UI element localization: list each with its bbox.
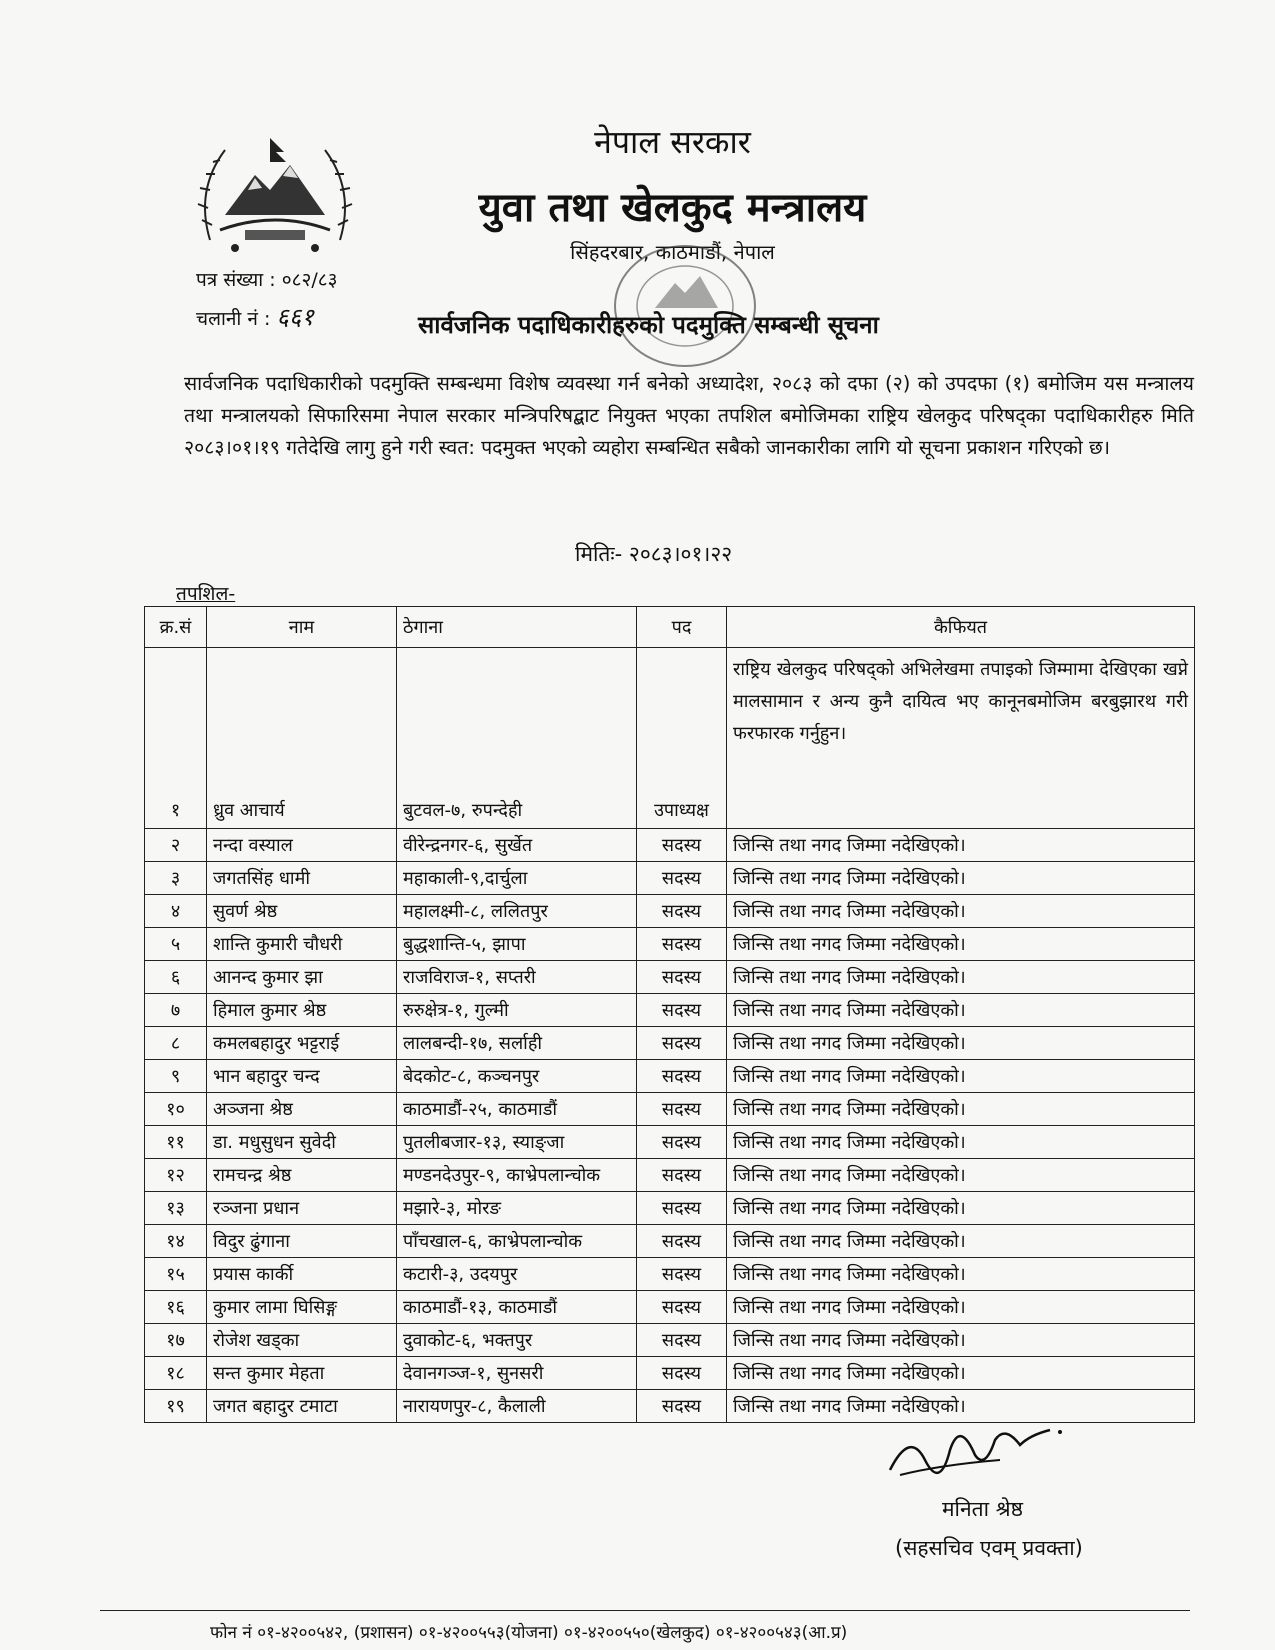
cell-remark: जिन्सि तथा नगद जिम्मा नदेखिएको। — [727, 1126, 1195, 1159]
cell-sn: २ — [145, 829, 207, 862]
table-row — [145, 1357, 1195, 1390]
cell-name: नन्दा वस्याल — [207, 829, 397, 862]
cell-remark: जिन्सि तथा नगद जिम्मा नदेखिएको। — [727, 1093, 1195, 1126]
signatory-name: मनिता श्रेष्ठ — [942, 1497, 1023, 1521]
cell-address: मण्डनदेउपुर-९, काभ्रेपलान्चोक — [397, 1159, 637, 1192]
header-post: पद — [637, 607, 727, 648]
cell-address: पुतलीबजार-१३, स्याङ्जा — [397, 1126, 637, 1159]
cell-sn: ६ — [145, 961, 207, 994]
cell-remark: जिन्सि तथा नगद जिम्मा नदेखिएको। — [727, 829, 1195, 862]
cell-name: डा. मधुसुधन सुवेदी — [207, 1126, 397, 1159]
table-row — [145, 1159, 1195, 1192]
cell-post: सदस्य — [637, 1192, 727, 1225]
table-row — [145, 1126, 1195, 1159]
cell-name: शान्ति कुमारी चौधरी — [207, 928, 397, 961]
cell-post: उपाध्यक्ष — [637, 648, 727, 829]
cell-post: सदस्य — [637, 1093, 727, 1126]
header-sn: क्र.सं — [145, 607, 207, 648]
cell-post: सदस्य — [637, 994, 727, 1027]
footer-phones: फोन नं ०१-४२००५४२, (प्रशासन) ०१-४२००५५३(योजना) ०१-४२००५५०(खेलकुद) ०१-४२००५४३(आ.प्र) — [210, 1623, 848, 1643]
cell-post: सदस्य — [637, 1126, 727, 1159]
cell-remark: जिन्सि तथा नगद जिम्मा नदेखिएको। — [727, 961, 1195, 994]
signature-icon — [880, 1410, 1080, 1490]
cell-address: महालक्ष्मी-८, ललितपुर — [397, 895, 637, 928]
cell-name: रोजेश खड्का — [207, 1324, 397, 1357]
cell-sn: १२ — [145, 1159, 207, 1192]
cell-address: राजविराज-१, सप्तरी — [397, 961, 637, 994]
cell-name: रञ्जना प्रधान — [207, 1192, 397, 1225]
cell-post: सदस्य — [637, 1357, 727, 1390]
cell-address: महाकाली-९,दार्चुला — [397, 862, 637, 895]
table-row — [145, 895, 1195, 928]
header-name: नाम — [207, 607, 397, 648]
cell-address: रुरुक्षेत्र-१, गुल्मी — [397, 994, 637, 1027]
cell-post: सदस्य — [637, 1390, 727, 1423]
cell-remark: जिन्सि तथा नगद जिम्मा नदेखिएको। — [727, 1357, 1195, 1390]
signatory-designation: (सहसचिव एवम् प्रवक्ता) — [895, 1536, 1083, 1560]
cell-sn: ५ — [145, 928, 207, 961]
header-address: ठेगाना — [397, 607, 637, 648]
cell-sn: १९ — [145, 1390, 207, 1423]
cell-name: भान बहादुर चन्द — [207, 1060, 397, 1093]
cell-name: प्रयास कार्की — [207, 1258, 397, 1291]
dispatch-number-value: ६६१ — [276, 303, 314, 331]
table-row — [145, 1324, 1195, 1357]
table-row — [145, 648, 1195, 829]
officials-table — [144, 606, 1195, 1423]
notice-body: सार्वजनिक पदाधिकारीको पदमुक्ति सम्बन्धमा विशेष व्यवस्था गर्न बनेको अध्यादेश, २०८३ को दफा (२) को उपदफा (१) बमोजिम यस मन्त्रालय तथा मन्त्रालयको सिफारिसमा नेपाल सरकार मन्त्रिपरिषद्बाट नियुक्त भएका तपशिल बमोजिमका राष्ट्रिय खेलकुद परिषद्का पदाधिकारीहरु मिति २०८३।०१।१९ गतेदेखि लागु हुने गरी स्वत: पदमुक्त भएको व्यहोरा सम्बन्धित सबैको जानकारीका लागि यो सूचना प्रकाशन गरिएको छ। — [184, 372, 1194, 459]
cell-name: आनन्द कुमार झा — [207, 961, 397, 994]
table-row — [145, 829, 1195, 862]
table-row — [145, 1027, 1195, 1060]
cell-remark: जिन्सि तथा नगद जिम्मा नदेखिएको। — [727, 1324, 1195, 1357]
letter-number: पत्र संख्या : ०८२/८३ — [196, 269, 338, 291]
ministry-title: युवा तथा खेलकुद मन्त्रालय — [478, 185, 867, 231]
cell-post: सदस्य — [637, 862, 727, 895]
cell-sn: ८ — [145, 1027, 207, 1060]
cell-name: अञ्जना श्रेष्ठ — [207, 1093, 397, 1126]
cell-post: सदस्य — [637, 1324, 727, 1357]
cell-sn: १८ — [145, 1357, 207, 1390]
footer-divider — [100, 1610, 1190, 1611]
cell-remark: जिन्सि तथा नगद जिम्मा नदेखिएको। — [727, 1291, 1195, 1324]
cell-name: सन्त कुमार मेहता — [207, 1357, 397, 1390]
cell-remark: जिन्सि तथा नगद जिम्मा नदेखिएको। — [727, 1390, 1195, 1423]
cell-name: रामचन्द्र श्रेष्ठ — [207, 1159, 397, 1192]
cell-post: सदस्य — [637, 1258, 727, 1291]
cell-post: सदस्य — [637, 1027, 727, 1060]
cell-post: सदस्य — [637, 961, 727, 994]
cell-address: लालबन्दी-१७, सर्लाही — [397, 1027, 637, 1060]
schedule-label: तपशिल- — [176, 583, 236, 605]
cell-address: बेदकोट-८, कञ्चनपुर — [397, 1060, 637, 1093]
cell-sn: ९ — [145, 1060, 207, 1093]
cell-remark: जिन्सि तथा नगद जिम्मा नदेखिएको। — [727, 1192, 1195, 1225]
table-row — [145, 1192, 1195, 1225]
cell-name: कुमार लामा घिसिङ्ग — [207, 1291, 397, 1324]
table-header-row — [145, 607, 1195, 648]
cell-remark: जिन्सि तथा नगद जिम्मा नदेखिएको। — [727, 1258, 1195, 1291]
header-remarks: कैफियत — [727, 607, 1195, 648]
cell-sn: १ — [145, 648, 207, 829]
cell-sn: १३ — [145, 1192, 207, 1225]
cell-name: विदुर ढुंगाना — [207, 1225, 397, 1258]
cell-post: सदस्य — [637, 1225, 727, 1258]
table-row — [145, 1291, 1195, 1324]
dispatch-number — [196, 300, 314, 333]
cell-name: हिमाल कुमार श्रेष्ठ — [207, 994, 397, 1027]
cell-remark: जिन्सि तथा नगद जिम्मा नदेखिएको। — [727, 1225, 1195, 1258]
cell-remark: जिन्सि तथा नगद जिम्मा नदेखिएको। — [727, 895, 1195, 928]
cell-address: कटारी-३, उदयपुर — [397, 1258, 637, 1291]
cell-post: सदस्य — [637, 1291, 727, 1324]
cell-remark: जिन्सि तथा नगद जिम्मा नदेखिएको। — [727, 928, 1195, 961]
cell-post: सदस्य — [637, 1060, 727, 1093]
table-row — [145, 1093, 1195, 1126]
table-row — [145, 862, 1195, 895]
cell-address: पाँचखाल-६, काभ्रेपलान्चोक — [397, 1225, 637, 1258]
cell-sn: ११ — [145, 1126, 207, 1159]
table-row — [145, 928, 1195, 961]
cell-sn: १६ — [145, 1291, 207, 1324]
cell-address: बुटवल-७, रुपन्देही — [397, 648, 637, 829]
cell-sn: १५ — [145, 1258, 207, 1291]
cell-address: वीरेन्द्रनगर-६, सुर्खेत — [397, 829, 637, 862]
table-row — [145, 1060, 1195, 1093]
ministry-address: सिंहदरबार, काठमाडौं, नेपाल — [570, 240, 775, 264]
cell-sn: १० — [145, 1093, 207, 1126]
cell-address: नारायणपुर-८, कैलाली — [397, 1390, 637, 1423]
government-title: नेपाल सरकार — [594, 123, 751, 161]
cell-sn: ७ — [145, 994, 207, 1027]
cell-sn: १७ — [145, 1324, 207, 1357]
table-row — [145, 1225, 1195, 1258]
table-row — [145, 1258, 1195, 1291]
notice-date: मितिः- २०८३।०१।२२ — [575, 542, 733, 566]
cell-address: काठमाडौं-२५, काठमाडौं — [397, 1093, 637, 1126]
cell-remark: जिन्सि तथा नगद जिम्मा नदेखिएको। — [727, 1159, 1195, 1192]
cell-name: जगत बहादुर टमाटा — [207, 1390, 397, 1423]
cell-sn: १४ — [145, 1225, 207, 1258]
cell-post: सदस्य — [637, 829, 727, 862]
cell-name: कमलबहादुर भट्टराई — [207, 1027, 397, 1060]
cell-sn: ३ — [145, 862, 207, 895]
cell-name: जगतसिंह धामी — [207, 862, 397, 895]
cell-address: मझारे-३, मोरङ — [397, 1192, 637, 1225]
cell-post: सदस्य — [637, 1159, 727, 1192]
dispatch-number-label: चलानी नं : — [196, 308, 271, 330]
cell-name: ध्रुव आचार्य — [207, 648, 397, 829]
cell-remark: जिन्सि तथा नगद जिम्मा नदेखिएको। — [727, 1060, 1195, 1093]
cell-post: सदस्य — [637, 895, 727, 928]
cell-address: दुवाकोट-६, भक्तपुर — [397, 1324, 637, 1357]
cell-remark: जिन्सि तथा नगद जिम्मा नदेखिएको। — [727, 862, 1195, 895]
cell-remark: जिन्सि तथा नगद जिम्मा नदेखिएको। — [727, 1027, 1195, 1060]
table-row — [145, 961, 1195, 994]
table-row — [145, 994, 1195, 1027]
cell-post: सदस्य — [637, 928, 727, 961]
cell-name: सुवर्ण श्रेष्ठ — [207, 895, 397, 928]
cell-address: बुद्धशान्ति-५, झापा — [397, 928, 637, 961]
cell-address: देवानगञ्ज-१, सुनसरी — [397, 1357, 637, 1390]
cell-remark: जिन्सि तथा नगद जिम्मा नदेखिएको। — [727, 994, 1195, 1027]
notice-subject: सार्वजनिक पदाधिकारीहरुको पदमुक्ति सम्बन्धी सूचना — [418, 311, 879, 339]
cell-sn: ४ — [145, 895, 207, 928]
cell-address: काठमाडौं-१३, काठमाडौं — [397, 1291, 637, 1324]
cell-remark: राष्ट्रिय खेलकुद परिषद्को अभिलेखमा तपाइको जिम्मामा देखिएका खप्ने मालसामान र अन्य कुनै दायित्व भए कानूनबमोजिम बरबुझारथ गरी फरफारक गर्नुहुन। — [727, 648, 1195, 829]
